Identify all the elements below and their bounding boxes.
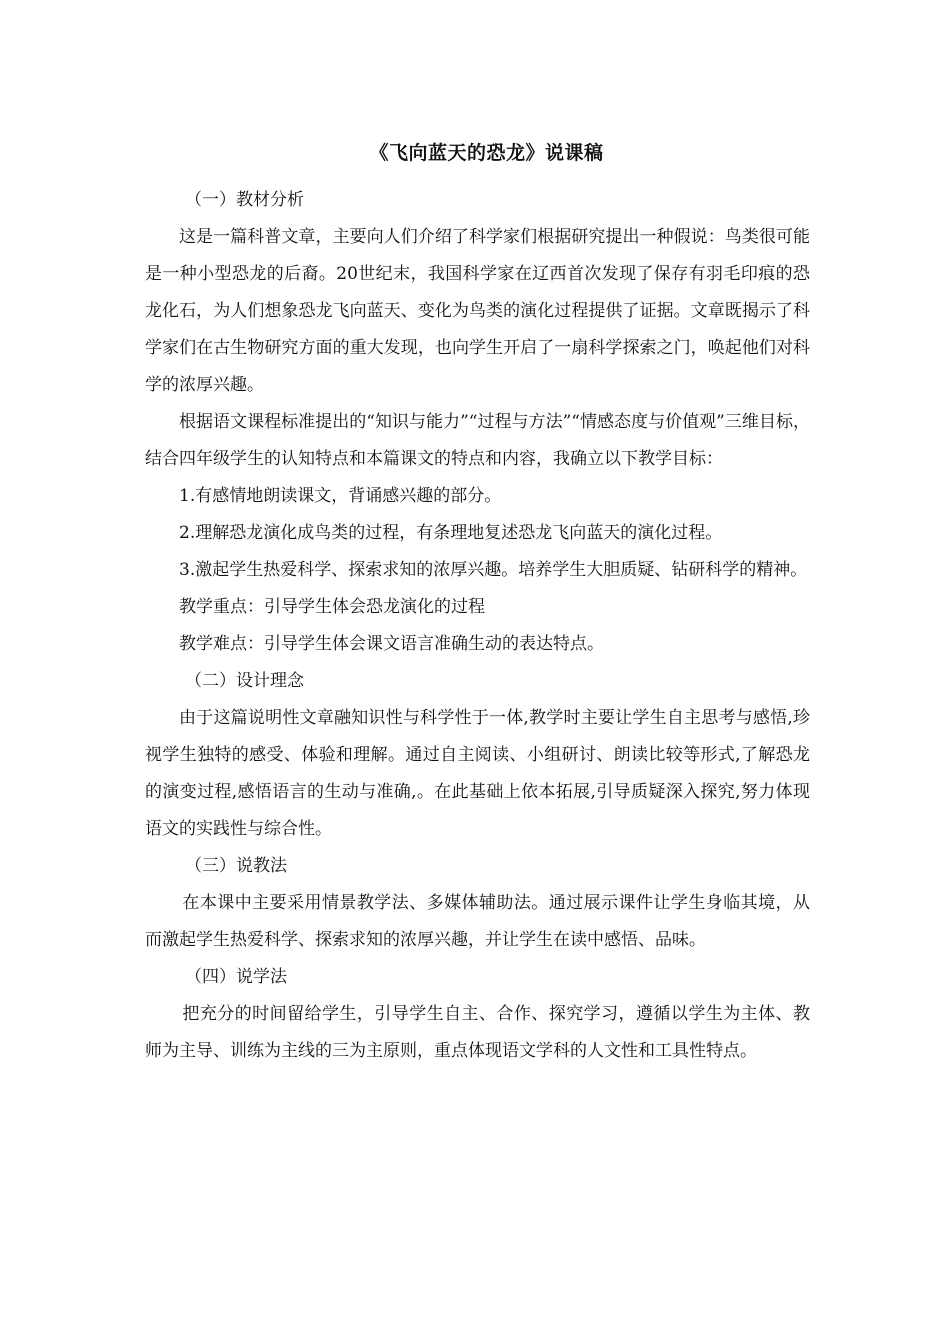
teaching-difficulty: 教学难点：引导学生体会课文语言准确生动的表达特点。 — [179, 634, 604, 654]
document-title: 《飞向蓝天的恐龙》说课稿 — [369, 142, 604, 164]
section-heading-4: （四）说学法 — [185, 967, 287, 987]
paragraph: 在本课中主要采用情景教学法、多媒体辅助法。通过展示课件让学生身临其境，从而激起学生热爱科学、探索求知的浓厚兴趣，并让学生在读中感悟、品味。 — [145, 893, 810, 950]
section-heading-1: （一）教材分析 — [185, 190, 304, 210]
paragraph: 根据语文课程标准提出的“知识与能力”“过程与方法”“情感态度与价值观”三维目标，结合四年级学生的认知特点和本篇课文的特点和内容，我确立以下教学目标： — [145, 412, 810, 469]
goal-item-1: 1.有感情地朗读课文，背诵感兴趣的部分。 — [179, 486, 502, 506]
paragraph: 由于这篇说明性文章融知识性与科学性于一体,教学时主要让学生自主思考与感悟,珍视学生独特的感受、体验和理解。通过自主阅读、小组研讨、朗读比较等形式,了解恐龙的演变过程,感悟语言的生动与准确,。在此基础上依本拓展,引导质疑深入探究,努力体现语文的实践性与综合性。 — [145, 708, 810, 839]
paragraph: 这是一篇科普文章，主要向人们介绍了科学家们根据研究提出一种假说：鸟类很可能是一种小型恐龙的后裔。20世纪末，我国科学家在辽西首次发现了保存有羽毛印痕的恐龙化石，为人们想象恐龙飞向蓝天、变化为鸟类的演化过程提供了证据。文章既揭示了科学家们在古生物研究方面的重大发现，也向学生开启了一扇科学探索之门，唤起他们对科学的浓厚兴趣。 — [145, 227, 810, 395]
paragraph: 把充分的时间留给学生，引导学生自主、合作、探究学习，遵循以学生为主体、教师为主导、训练为主线的三为主原则，重点体现语文学科的人文性和工具性特点。 — [145, 1004, 810, 1061]
document-page — [145, 138, 810, 1070]
goal-item-2: 2.理解恐龙演化成鸟类的过程，有条理地复述恐龙飞向蓝天的演化过程。 — [179, 523, 723, 543]
teaching-focus: 教学重点：引导学生体会恐龙演化的过程 — [179, 597, 485, 617]
goal-item-3: 3.激起学生热爱科学、探索求知的浓厚兴趣。培养学生大胆质疑、钻研科学的精神。 — [179, 560, 808, 580]
section-heading-2: （二）设计理念 — [185, 671, 304, 691]
section-heading-3: （三）说教法 — [185, 856, 287, 876]
